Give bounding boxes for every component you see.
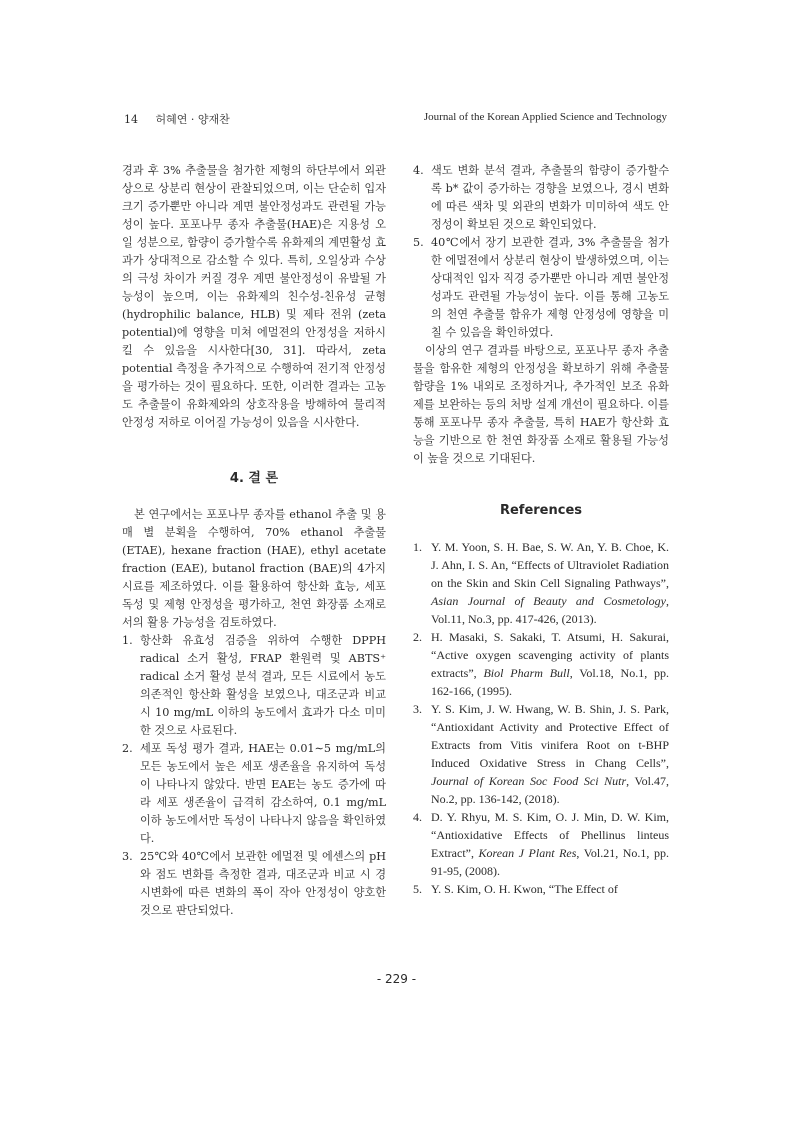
discussion-paragraph: 경과 후 3% 추출물을 첨가한 제형의 하단부에서 외관상으로 상분리 현상이 관찰되었으며, 이는 단순히 입자 크기 증가뿐만 아니라 계면 불안정성과도 관련될 가능성이 높다. 포포나무 종자 추출물(HAE)은 지용성 오일 성분으로, 함량이 증가할수록 유화제의 계면활성 효과가 상대적으로 감소할 수 있다. 특히, 오일상과 수상의 극성 차이가 커질 경우 계면 불안정성이 유발될 가능성이 높으며, 이는 유화제의 친수성-친유성 균형(hydrophilic balance, HLB) 및 제타 전위 (zeta potential)에 영향을 미쳐 에멀젼의 안정성을 저하시킬 수 있음을 시사한다[30, 31]. 따라서, zeta potential 측정을 추가적으로 수행하여 전기적 안정성을 평가하는 것이 필요하다. 또한, 이러한 결과는 고농도 추출물이 유화제와의 상호작용을 방해하여 물리적 안정성 저하로 이어질 가능성이 있음을 시사한다. [122, 164, 386, 429]
reference-text [413, 700, 669, 808]
conclusion-heading: 4. 결 론 [229, 471, 279, 486]
list-item [413, 162, 669, 234]
reference-item [413, 880, 669, 898]
list-item [413, 234, 669, 342]
list-item-text: 25℃와 40℃에서 보관한 에멀젼 및 에센스의 pH와 점도 변화를 측정한 결과, 대조군과 비교 시 경시변화에 따른 변화의 폭이 작아 안정성이 양호한 것으로 판단되었다. [140, 850, 386, 917]
reference-journal: Biol Pharm Bull [483, 666, 570, 680]
summary-paragraph: 이상의 연구 결과를 바탕으로, 포포나무 종자 추출물을 함유한 제형의 안정성을 확보하기 위해 추출물 함량을 1% 내외로 조정하거나, 추가적인 보조 유화제를 보완하는 등의 처방 설계 개선이 필요하다. 이를 통해 포포나무 종자 추출물, 특히 HAE가 항산화 효능을 기반으로 한 천연 화장품 소재로 활용될 가능성이 높을 것으로 기대된다. [413, 344, 669, 465]
list-item-text: 40℃에서 장기 보관한 결과, 3% 추출물을 첨가한 에멀젼에서 상분리 현상이 발생하였으며, 이는 상대적인 입자 직경 증가뿐만 아니라 계면 불안정성과도 관련될 가능성이 높다. 이를 통해 고농도의 천연 추출물 함유가 제형 안정성에 영향을 미칠 수 있음을 확인하였다. [431, 236, 669, 339]
reference-details: , Vol.47, No.2, pp. 136-142, (2018). [431, 774, 669, 806]
running-header-left [124, 111, 230, 127]
reference-journal: Journal of Korean Soc Food Sci Nutr [431, 774, 627, 788]
reference-authors-title: D. Y. Rhyu, M. S. Kim, O. J. Min, D. W. Kim, “Antioxidative Effects of Phellinus linteus Extract”, [431, 810, 669, 860]
reference-number: 5. [413, 882, 422, 896]
list-item-number: 5. [413, 236, 424, 249]
reference-item [413, 700, 669, 808]
list-item [122, 740, 386, 848]
list-item-text: 색도 변화 분석 결과, 추출물의 함량이 증가할수록 b* 값이 증가하는 경향을 보였으나, 경시 변화에 따른 색차 및 외관의 변화가 미미하여 색도 안정성이 확보된 것으로 확인되었다. [431, 164, 669, 231]
conclusion-list [122, 632, 386, 920]
list-item-number: 2. [122, 742, 133, 755]
reference-details: , Vol.21, No.1, pp. 91-95, (2008). [431, 846, 669, 878]
references-list [413, 538, 669, 898]
reference-journal: Asian Journal of Beauty and Cosmetology [431, 594, 666, 608]
reference-details: , Vol.11, No.3, pp. 417-426, (2013). [431, 594, 669, 626]
list-item-number: 3. [122, 850, 133, 863]
reference-text [413, 880, 669, 898]
reference-authors-title: Y. M. Yoon, S. H. Bae, S. W. An, Y. B. Choe, K. J. Ahn, I. S. An, “Effects of Ultraviolet Radiation on the Skin and Skin Cell Signaling Pathways”, [431, 540, 669, 590]
reference-details: , Vol.18, No.1, pp. 162-166, (1995). [431, 666, 669, 698]
page-footer-number: - 229 - [376, 972, 417, 986]
conclusion-paragraph: 본 연구에서는 포포나무 종자를 ethanol 추출 및 용매 별 분획을 수행하여, 70% ethanol 추출물 (ETAE), hexane fraction (HAE), ethyl acetate fraction (EAE), butanol fraction (BAE)의 4가지 시료를 제조하였다. 이를 활용하여 항산화 효능, 세포 독성 및 제형 안정성을 평가하고, 천연 화장품 소재로서의 활용 가능성을 검토하였다. [122, 508, 386, 629]
list-item [122, 848, 386, 920]
reference-text [413, 538, 669, 628]
reference-authors-title: Y. S. Kim, O. H. Kwon, “The Effect of [431, 882, 618, 896]
list-item-text: 항산화 유효성 검증을 위하여 수행한 DPPH radical 소거 활성, FRAP 환원력 및 ABTS⁺ radical 소거 활성 분석 결과, 모든 시료에서 농도 의존적인 항산화 활성을 보였으나, 대조군과 비교 시 10 mg/mL 이하의 농도에서 효과가 다소 미미한 것으로 사료된다. [140, 634, 386, 737]
references-heading: References [499, 503, 583, 518]
right-column [413, 162, 669, 898]
conclusion-list-continued [413, 162, 669, 342]
reference-authors-title: H. Masaki, S. Sakaki, T. Atsumi, H. Sakurai, “Active oxygen scavenging activity of plants extracts”, [431, 630, 669, 680]
list-item-number: 4. [413, 164, 424, 177]
header-authors: 허혜연 · 양재찬 [155, 113, 230, 126]
left-column [122, 162, 386, 920]
reference-item [413, 538, 669, 628]
header-page-number: 14 [124, 113, 138, 126]
reference-number: 3. [413, 702, 422, 716]
reference-number: 2. [413, 630, 422, 644]
reference-text [413, 808, 669, 880]
reference-journal: Korean J Plant Res [478, 846, 577, 860]
list-item-number: 1. [122, 634, 133, 647]
header-journal-title: Journal of the Korean Applied Science and Technology [423, 111, 667, 123]
reference-text [413, 628, 669, 700]
reference-number: 4. [413, 810, 422, 824]
reference-authors-title: Y. S. Kim, J. W. Hwang, W. B. Shin, J. S. Park, “Antioxidant Activity and Protective Effect of Extracts from Vitis vinifera Root on t-BHP Induced Oxidative Stress in Chang Cells”, [431, 702, 669, 770]
reference-item [413, 628, 669, 700]
reference-item [413, 808, 669, 880]
list-item-text: 세포 독성 평가 결과, HAE는 0.01∼5 mg/mL의 모든 농도에서 높은 세포 생존율을 유지하여 독성이 나타나지 않았다. 반면 EAE는 농도 증가에 따라 세포 생존율이 급격히 감소하여, 0.1 mg/mL 이하 농도에서만 독성이 나타나지 않음을 확인하였다. [140, 742, 386, 845]
reference-number: 1. [413, 540, 422, 554]
list-item [122, 632, 386, 740]
